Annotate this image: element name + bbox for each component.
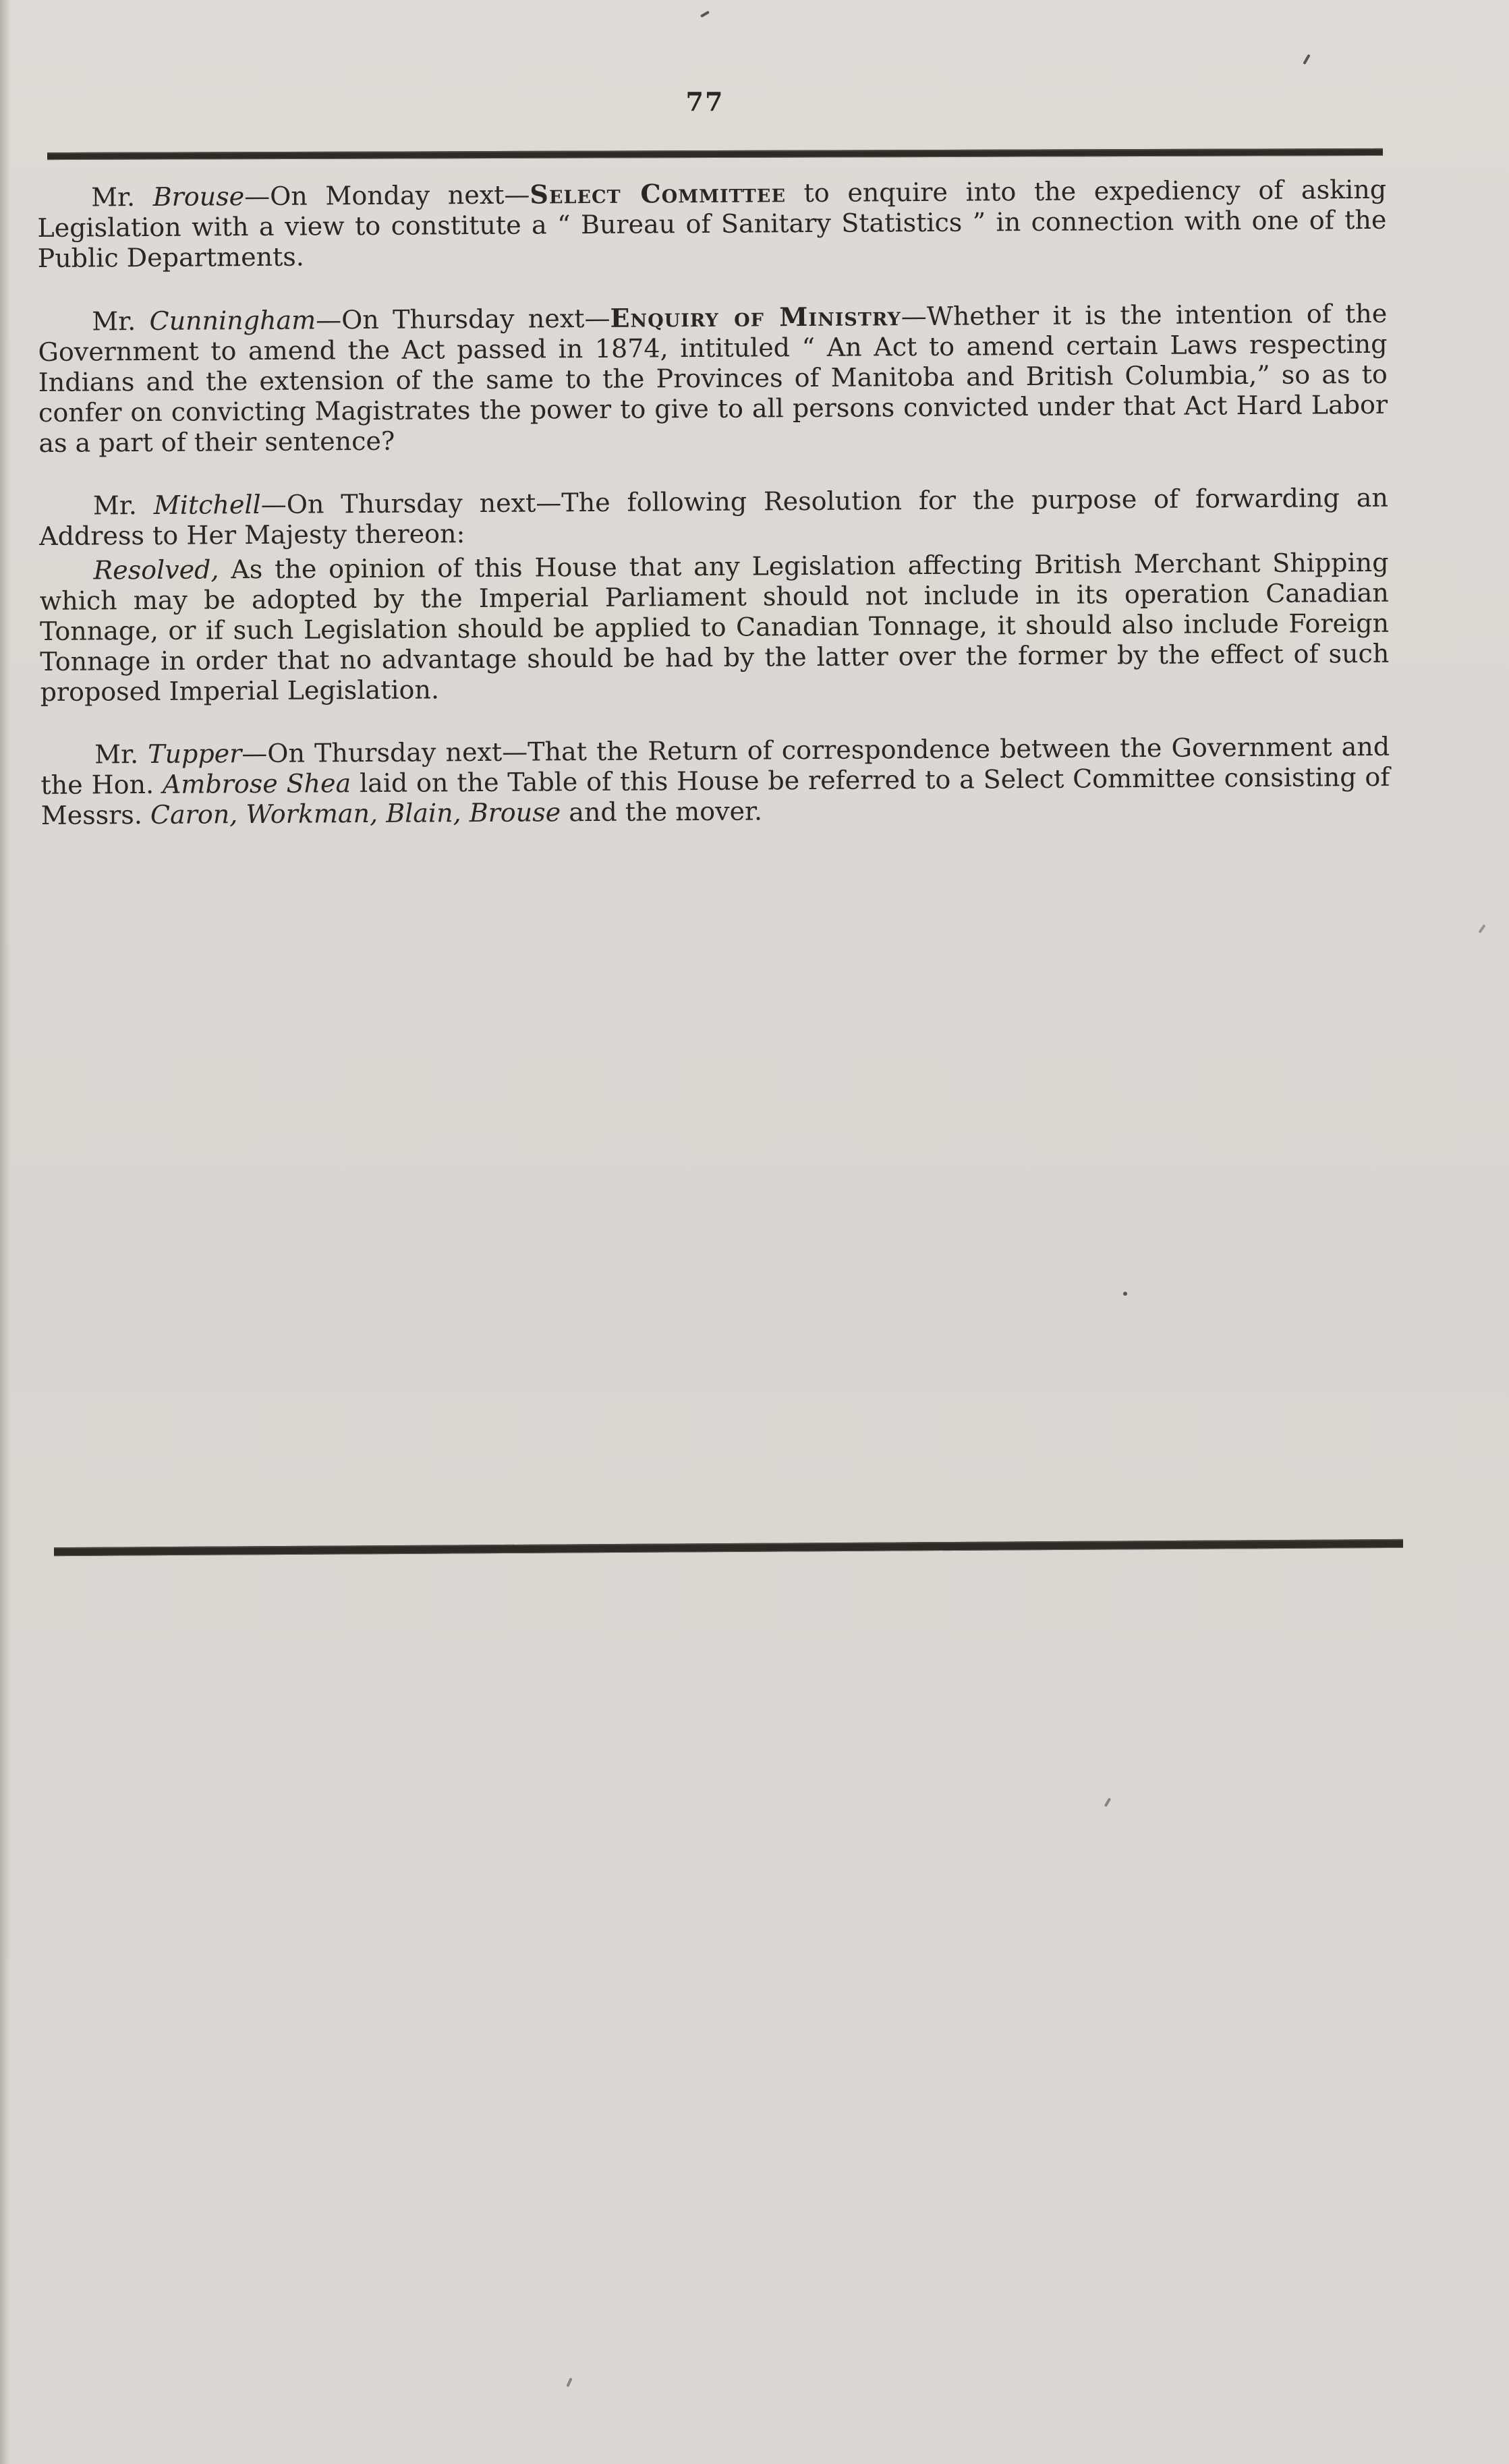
member-title: Mr. bbox=[92, 490, 154, 521]
paper-speck bbox=[700, 11, 710, 18]
page-number: 77 bbox=[685, 86, 724, 117]
resolution bbox=[39, 548, 1389, 708]
notice-text: to enquire into the expediency of asking Legislation with a view to constitute a “ Bureau of Sanitary Statistics ” in connection with one of the Public Departments. bbox=[37, 174, 1387, 273]
bottom-rule bbox=[54, 1539, 1403, 1556]
paper-speck bbox=[1478, 924, 1485, 934]
resolution-text: As the opinion of this House that any Legislation affecting British Merchant Shipping which may be adopted by the Imperial Parliament should not include in its operation Canadian Tonnage, or if such Legislation should be applied to Canadian Tonnage, it should also include Foreign Tonnage in order that no advantage should be had by the latter over the former by the effect of such proposed Imperial Legislation. bbox=[39, 547, 1390, 707]
notice-when: On Thursday next— bbox=[341, 303, 610, 335]
paper-speck bbox=[1303, 54, 1310, 65]
committee-names: Caron, Workman, Blain, Brouse bbox=[150, 797, 561, 830]
paper-speck bbox=[1104, 1798, 1111, 1807]
member-name: Brouse bbox=[152, 181, 245, 212]
notice-text: and the mover. bbox=[561, 796, 763, 828]
notice-heading: Select Committee bbox=[530, 177, 787, 210]
notice-tupper bbox=[40, 732, 1390, 831]
member-name: Tupper bbox=[148, 739, 242, 770]
page-edge-shadow bbox=[0, 0, 11, 2464]
notice-cunningham bbox=[38, 298, 1388, 459]
top-rule bbox=[47, 148, 1383, 160]
notice-when: On Monday next— bbox=[270, 179, 530, 211]
paper-speck bbox=[566, 2378, 573, 2387]
notice-text: —Whether it is the intention of the Government to amend the Act passed in 1874, intituled “ An Act to amend certain Laws respecting Indians and the extension of the same to the Provinces of Manitoba and British Columbia,” so as to confer on convicting Magistrates the power to give to all persons convicted under that Act Hard Labor as a part of their sentence? bbox=[38, 298, 1388, 458]
dash: — bbox=[244, 181, 271, 212]
member-title: Mr. bbox=[92, 306, 150, 337]
resolved-word: Resolved, bbox=[93, 554, 219, 585]
dash: — bbox=[260, 489, 287, 519]
notice-text: On Thursday next—That the Return of correspondence between the Government and the Hon. bbox=[40, 731, 1390, 800]
notice-mitchell bbox=[39, 483, 1389, 552]
notice-brouse bbox=[37, 174, 1387, 274]
notices-body bbox=[37, 174, 1390, 863]
dash: — bbox=[316, 305, 342, 335]
paper-speck bbox=[1123, 1292, 1127, 1296]
member-title: Mr. bbox=[91, 181, 153, 212]
notice-text: laid on the Table of this House be referred to a Select Committee consisting of Messrs. bbox=[40, 762, 1390, 830]
member-name: Mitchell bbox=[153, 489, 261, 520]
notice-text: On Thursday next—The following Resolution for the purpose of forwarding an Address to Her Majesty thereon: bbox=[39, 482, 1389, 551]
member-name: Cunningham bbox=[149, 305, 316, 336]
dash: — bbox=[241, 738, 268, 769]
member-title: Mr. bbox=[94, 739, 148, 770]
hon-name: Ambrose Shea bbox=[162, 768, 351, 799]
notice-heading: Enquiry of Ministry bbox=[610, 301, 901, 333]
